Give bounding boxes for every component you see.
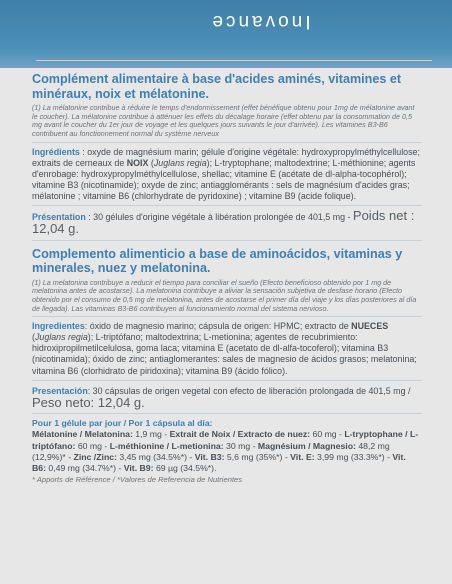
es-claim-note: (1) La melatonina contribuye a reducir el tiempo para conciliar el sueño (Efecto beneficioso obtenido por 1 mg de melatonina antes de acostarse). La melatonina contribuye a aliviar la sensación subjetiva de desfase horario (Efecto obtenido por el consumo de 0,5 mg de melatonina, antes de acostarse el primer día del viaje y los días posteriores al día de llegada). Las vitaminas B3-B6 contribuyen al funcionamiento normal del sistema nervioso. bbox=[32, 277, 417, 313]
es-net-weight: Peso neto: 12,04 g. bbox=[32, 394, 145, 410]
fr-ingredients-text: : oxyde de magnésium marin; gélule d'origine végétale: hydroxypropylméthylcellulose; extraits de cerneaux de bbox=[32, 146, 420, 168]
nutrient-value: 69 µg (34.5%*). bbox=[153, 463, 217, 474]
nutrient-name: Zinc /Zinc: bbox=[73, 451, 117, 462]
divider bbox=[32, 205, 422, 206]
nutrient-value: 1,9 mg - bbox=[132, 429, 170, 440]
fr-claim-note: (1) La mélatonine contribue à réduire le temps d'endormissement (effet bénéfique obtenu pour 1mg de mélatonine avant le coucher). La mélatonine contribue à atténuer les effets du décalage horaire (effet obtenu par la consommation de 0,5 mg avant le coucher du 1er jour de voyage et les quelques jours suivants le jour d'arrivée). Les vitamines B3-B6 contribuent au fonctionnement normal du système nerveux bbox=[32, 103, 415, 138]
es-ingredients-text: ( bbox=[32, 332, 35, 343]
nutrient-name: Vit. E: bbox=[290, 451, 315, 462]
es-presentation-text: : 30 cápsulas de origen vegetal con efecto de liberación prolongada de 401,5 mg / bbox=[87, 385, 411, 396]
nutrient-value: 0,49 mg (34.7%*) - bbox=[46, 463, 124, 474]
nutrient-value: 3,45 mg (34.5%*) - bbox=[116, 451, 195, 462]
divider bbox=[32, 240, 422, 241]
fr-ingredients bbox=[32, 147, 422, 202]
fr-ingredients-text: ( bbox=[148, 157, 154, 168]
nutrient-name: Vit. B6: bbox=[32, 451, 406, 474]
fr-presentation-label: Présentation bbox=[32, 212, 86, 223]
es-presentation-label: Presentación bbox=[32, 385, 88, 396]
es-ingredients-label: Ingredientes bbox=[32, 321, 85, 332]
nutrient-value: 3,99 mg (33.3%*) - bbox=[314, 451, 393, 462]
nutrient-name: Mélatonine / Melatonina: bbox=[32, 429, 133, 440]
es-presentation bbox=[32, 385, 422, 411]
nutrient-value: 5,6 mg (35%*) - bbox=[224, 451, 291, 462]
nutrient-value: 60 mg - bbox=[75, 440, 110, 451]
divider bbox=[32, 413, 422, 414]
nutrient-name: Vit. B9: bbox=[123, 463, 154, 474]
es-allergen-nueces: NUECES bbox=[351, 321, 389, 332]
divider bbox=[36, 60, 432, 61]
fr-presentation-text: : 30 gélules d'origine végétale à libération prolongée de 401,5 mg - bbox=[85, 212, 353, 223]
nutrient-value: 48,2 mg (12,9%)* - bbox=[32, 440, 390, 462]
es-ingredients-text: : óxido de magnesio marino; cápsula de origen: HPMC; extracto de bbox=[84, 321, 352, 332]
fr-net-weight: Poids net : 12,04 g. bbox=[32, 208, 415, 237]
fr-latin-name: Juglans regia bbox=[153, 157, 207, 168]
nutrition-footnote: * Apports de Référence / *Valores de Referencia de Nutrientes bbox=[32, 475, 243, 485]
fr-presentation bbox=[32, 210, 422, 237]
es-title: Complemento alimenticio a base de aminoácidos, vitaminas y minerales, nuez y melatonina. bbox=[32, 246, 403, 276]
fr-title: Complément alimentaire à base d'acides aminés, vitamines et minéraux, noix et mélatonine. bbox=[32, 72, 402, 101]
nutrient-name: Extrait de Noix / Extracto de nuez: bbox=[169, 429, 311, 440]
es-latin-name: Juglans regia bbox=[34, 332, 88, 343]
brand-logo: Inovance bbox=[209, 11, 311, 32]
es-ingredients-text: ); L-triptófano; maltodextrina; L-metionina; agentes de recubrimiento: hidroxipropilmetilcelulosa, goma laca; vitamina E (acetato de dl-alfa-tocoferol); vitamina B3 (nicotinamida); óxido de zinc; antiaglomerantes: sales de magnesio de ácidos grasos; melatonina; vitamina B6 (clorhidrato de piridoxina); vitamina B9 (ácido fólico). bbox=[32, 332, 417, 376]
nutrient-value: 60 mg - bbox=[310, 429, 345, 440]
nutrient-name: L-tryptophane / L-triptófano: bbox=[32, 429, 419, 451]
divider bbox=[32, 316, 422, 317]
nutrition-info bbox=[32, 418, 422, 474]
top-color-band bbox=[0, 0, 452, 68]
fr-ingredients-text: ); L-tryptophane; maltodextrine; L-méthionine; agents d'enrobage: hydroxypropylméthylcellulose, shellac; vitamine E (acétate de dl-alpha-tocophérol); vitamine B3 (nicotinamide); oxyde de zinc; antiagglomérants : sels de magnésium d'acides gras; mélatonine ; vitamine B6 (chlorhydrate de pyridoxine) ; vitamine B9 (acide folique). bbox=[32, 157, 416, 201]
nutrition-header: Pour 1 gélule par jour / Por 1 cápsula al día: bbox=[32, 418, 213, 429]
nutrient-value: 30 mg - bbox=[223, 440, 258, 451]
nutrient-name: L-méthionine / L-metionina: bbox=[109, 440, 224, 451]
fr-allergen-noix: NOIX bbox=[126, 157, 149, 168]
fr-ingredients-label: Ingrédients bbox=[32, 146, 80, 157]
nutrient-name: Vit. B3: bbox=[194, 451, 225, 462]
label-content bbox=[32, 72, 422, 484]
nutrient-name: Magnésium / Magnesio: bbox=[257, 440, 356, 451]
divider bbox=[32, 142, 422, 143]
divider bbox=[32, 380, 422, 381]
es-ingredients bbox=[32, 321, 422, 376]
